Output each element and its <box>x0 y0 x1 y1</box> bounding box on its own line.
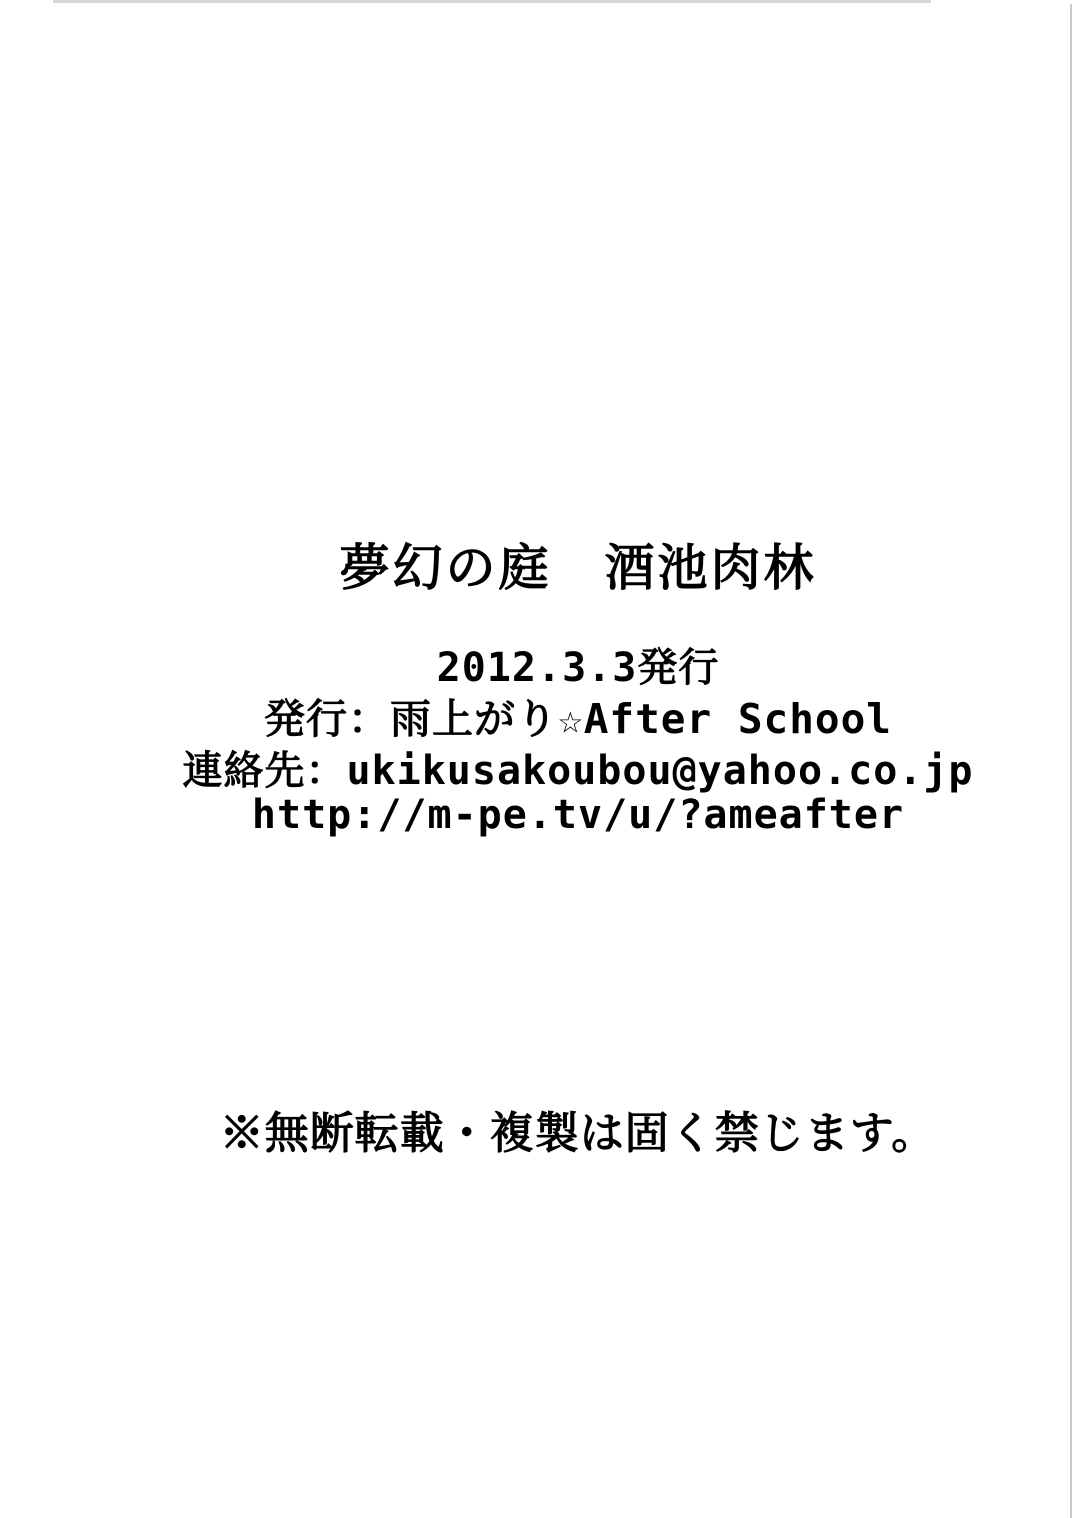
contact-email-line: 連絡先：ukikusakoubou@yahoo.co.jp <box>182 748 974 794</box>
website-url-line: http://m-pe.tv/u/?ameafter <box>251 792 905 838</box>
publisher-line: 発行：雨上がり☆After School <box>264 695 892 743</box>
copyright-notice-line: ※無断転載・複製は固く禁じます。 <box>219 1108 937 1159</box>
scan-artifact-top-edge <box>53 0 931 3</box>
publication-date-line: 2012.3.3発行 <box>436 645 720 691</box>
doujin-title: 夢幻の庭 酒池肉林 <box>339 539 817 597</box>
